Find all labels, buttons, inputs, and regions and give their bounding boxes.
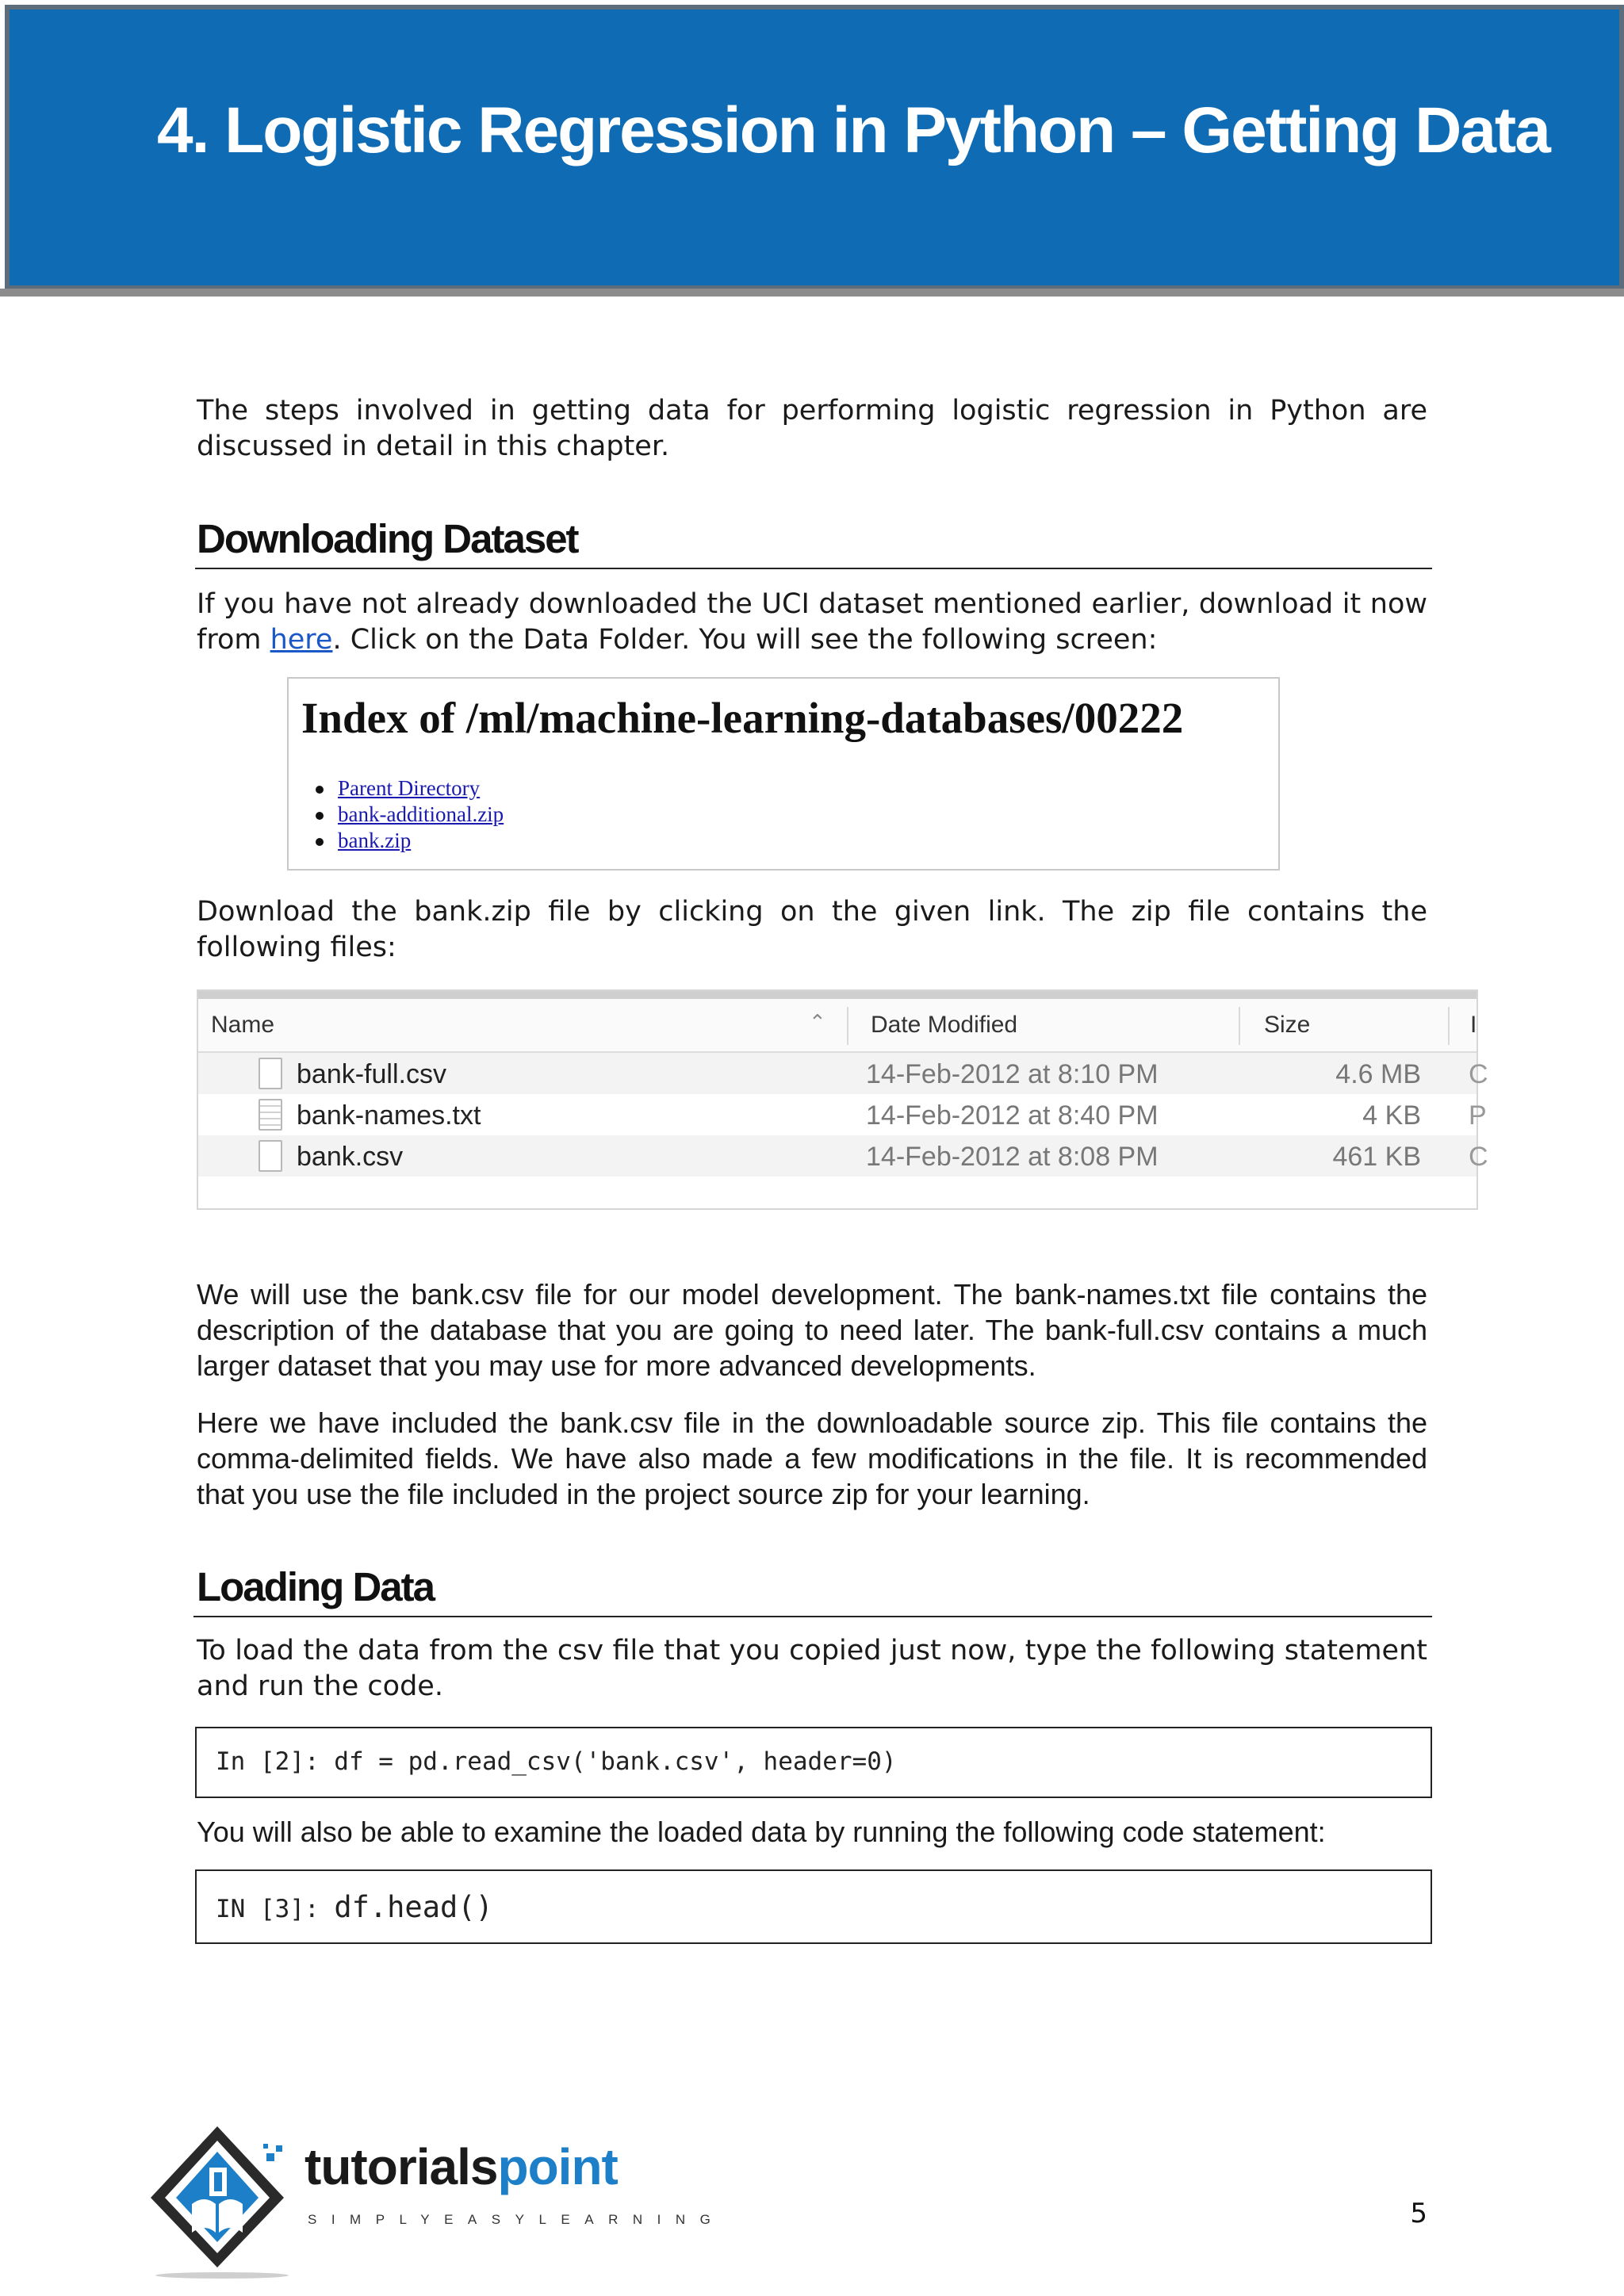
- file-name: bank-full.csv: [297, 1059, 446, 1089]
- download-zip-paragraph: Download the bank.zip file by clicking on the given link. The zip file contains the following files:: [197, 896, 1427, 963]
- usage-paragraph: We will use the bank.csv file for our model development. The bank-names.txt file contains the description of the database that you are going to need later. The bank-full.csv contains a much larger dataset that you may use for more advanced developments.: [197, 1278, 1427, 1382]
- chapter-title: 4. Logistic Regression in Python – Getting Data: [157, 94, 1549, 166]
- column-header-name[interactable]: Name: [211, 1012, 275, 1038]
- file-name: bank.csv: [297, 1142, 404, 1172]
- included-paragraph: Here we have included the bank.csv file in the downloadable source zip. This file contains the comma-delimited fields. We have also made a few modifications in the file. It is recommended that you use the file included in the project source zip for your learning.: [197, 1406, 1427, 1510]
- list-item: [338, 828, 504, 854]
- file-kind-cut: C: [1469, 1059, 1488, 1089]
- list-item: [338, 775, 504, 802]
- file-row[interactable]: [198, 1135, 1488, 1177]
- file-kind-cut: C: [1469, 1142, 1488, 1172]
- document-icon: [259, 1140, 282, 1172]
- logo-tagline: SIMPLYEASYLEARNING: [308, 2212, 726, 2227]
- code-prompt: IN [3]:: [216, 1895, 335, 1923]
- file-listing-toolbar-edge: [198, 991, 1477, 999]
- column-divider[interactable]: [1448, 1007, 1450, 1045]
- book-diamond-icon: [146, 2122, 304, 2280]
- file-date: 14-Feb-2012 at 8:10 PM: [866, 1059, 1159, 1089]
- here-link[interactable]: here: [270, 624, 333, 656]
- tutorialspoint-logo: [146, 2122, 726, 2280]
- column-divider[interactable]: [847, 1007, 848, 1045]
- code-block: [195, 1869, 1432, 1944]
- section-heading-loading: Loading Data: [197, 1564, 435, 1609]
- document-icon: [259, 1058, 282, 1089]
- file-row[interactable]: [198, 1094, 1487, 1135]
- column-header-size[interactable]: Size: [1264, 1012, 1311, 1038]
- logo-word-accent: point: [497, 2138, 618, 2195]
- text-document-icon: [259, 1099, 282, 1131]
- code-line: [216, 1890, 493, 1924]
- loading-paragraph: To load the data from the csv file that you copied just now, type the following statement and run the code.: [197, 1635, 1427, 1702]
- file-size: 461 KB: [1332, 1142, 1421, 1172]
- download-paragraph: [197, 587, 1427, 658]
- file-row[interactable]: [198, 1053, 1488, 1094]
- section-heading-downloading: Downloading Dataset: [197, 516, 578, 561]
- file-listing-header: [198, 999, 1477, 1053]
- list-item: [338, 802, 504, 828]
- file-name: bank-names.txt: [297, 1100, 481, 1131]
- banner-shadow: [0, 289, 1624, 297]
- index-screenshot: [287, 677, 1280, 871]
- section-rule: [193, 1616, 1432, 1617]
- index-link-list: [338, 775, 504, 854]
- logo-word-dark: tutorials: [304, 2138, 498, 2195]
- section-rule: [195, 568, 1432, 569]
- column-header-date[interactable]: Date Modified: [871, 1012, 1018, 1038]
- download-text-before: If you have not already downloaded the UCI dataset mentioned earlier, download it now from: [197, 588, 1427, 656]
- file-date: 14-Feb-2012 at 8:08 PM: [866, 1142, 1159, 1172]
- file-kind-cut: P: [1469, 1100, 1487, 1131]
- code-line: In [2]: df = pd.read_csv('bank.csv', header=0): [216, 1747, 897, 1776]
- file-size: 4 KB: [1362, 1100, 1421, 1131]
- file-size: 4.6 MB: [1335, 1059, 1421, 1089]
- bank-additional-zip-link[interactable]: bank-additional.zip: [338, 802, 504, 826]
- code-call: df.head(): [334, 1890, 493, 1924]
- examine-paragraph: You will also be able to examine the loaded data by running the following code statement:: [197, 1816, 1326, 1848]
- file-date: 14-Feb-2012 at 8:40 PM: [866, 1100, 1159, 1131]
- file-listing: [197, 989, 1488, 1210]
- bank-zip-link[interactable]: bank.zip: [338, 828, 412, 852]
- logo-wordmark: [304, 2137, 618, 2196]
- sort-ascending-icon: ⌃: [809, 1010, 826, 1034]
- page-number: 5: [1410, 2198, 1427, 2229]
- parent-directory-link[interactable]: Parent Directory: [338, 776, 481, 800]
- intro-paragraph: The steps involved in getting data for performing logistic regression in Python are discussed in detail in this chapter.: [197, 395, 1427, 462]
- column-header-kind-cut[interactable]: I: [1470, 1012, 1477, 1038]
- chapter-banner: [5, 5, 1624, 290]
- download-text-after: . Click on the Data Folder. You will see the following screen:: [332, 624, 1158, 656]
- index-title: Index of /ml/machine-learning-databases/00222: [301, 694, 1184, 742]
- column-divider[interactable]: [1239, 1007, 1240, 1045]
- code-block: [195, 1727, 1432, 1798]
